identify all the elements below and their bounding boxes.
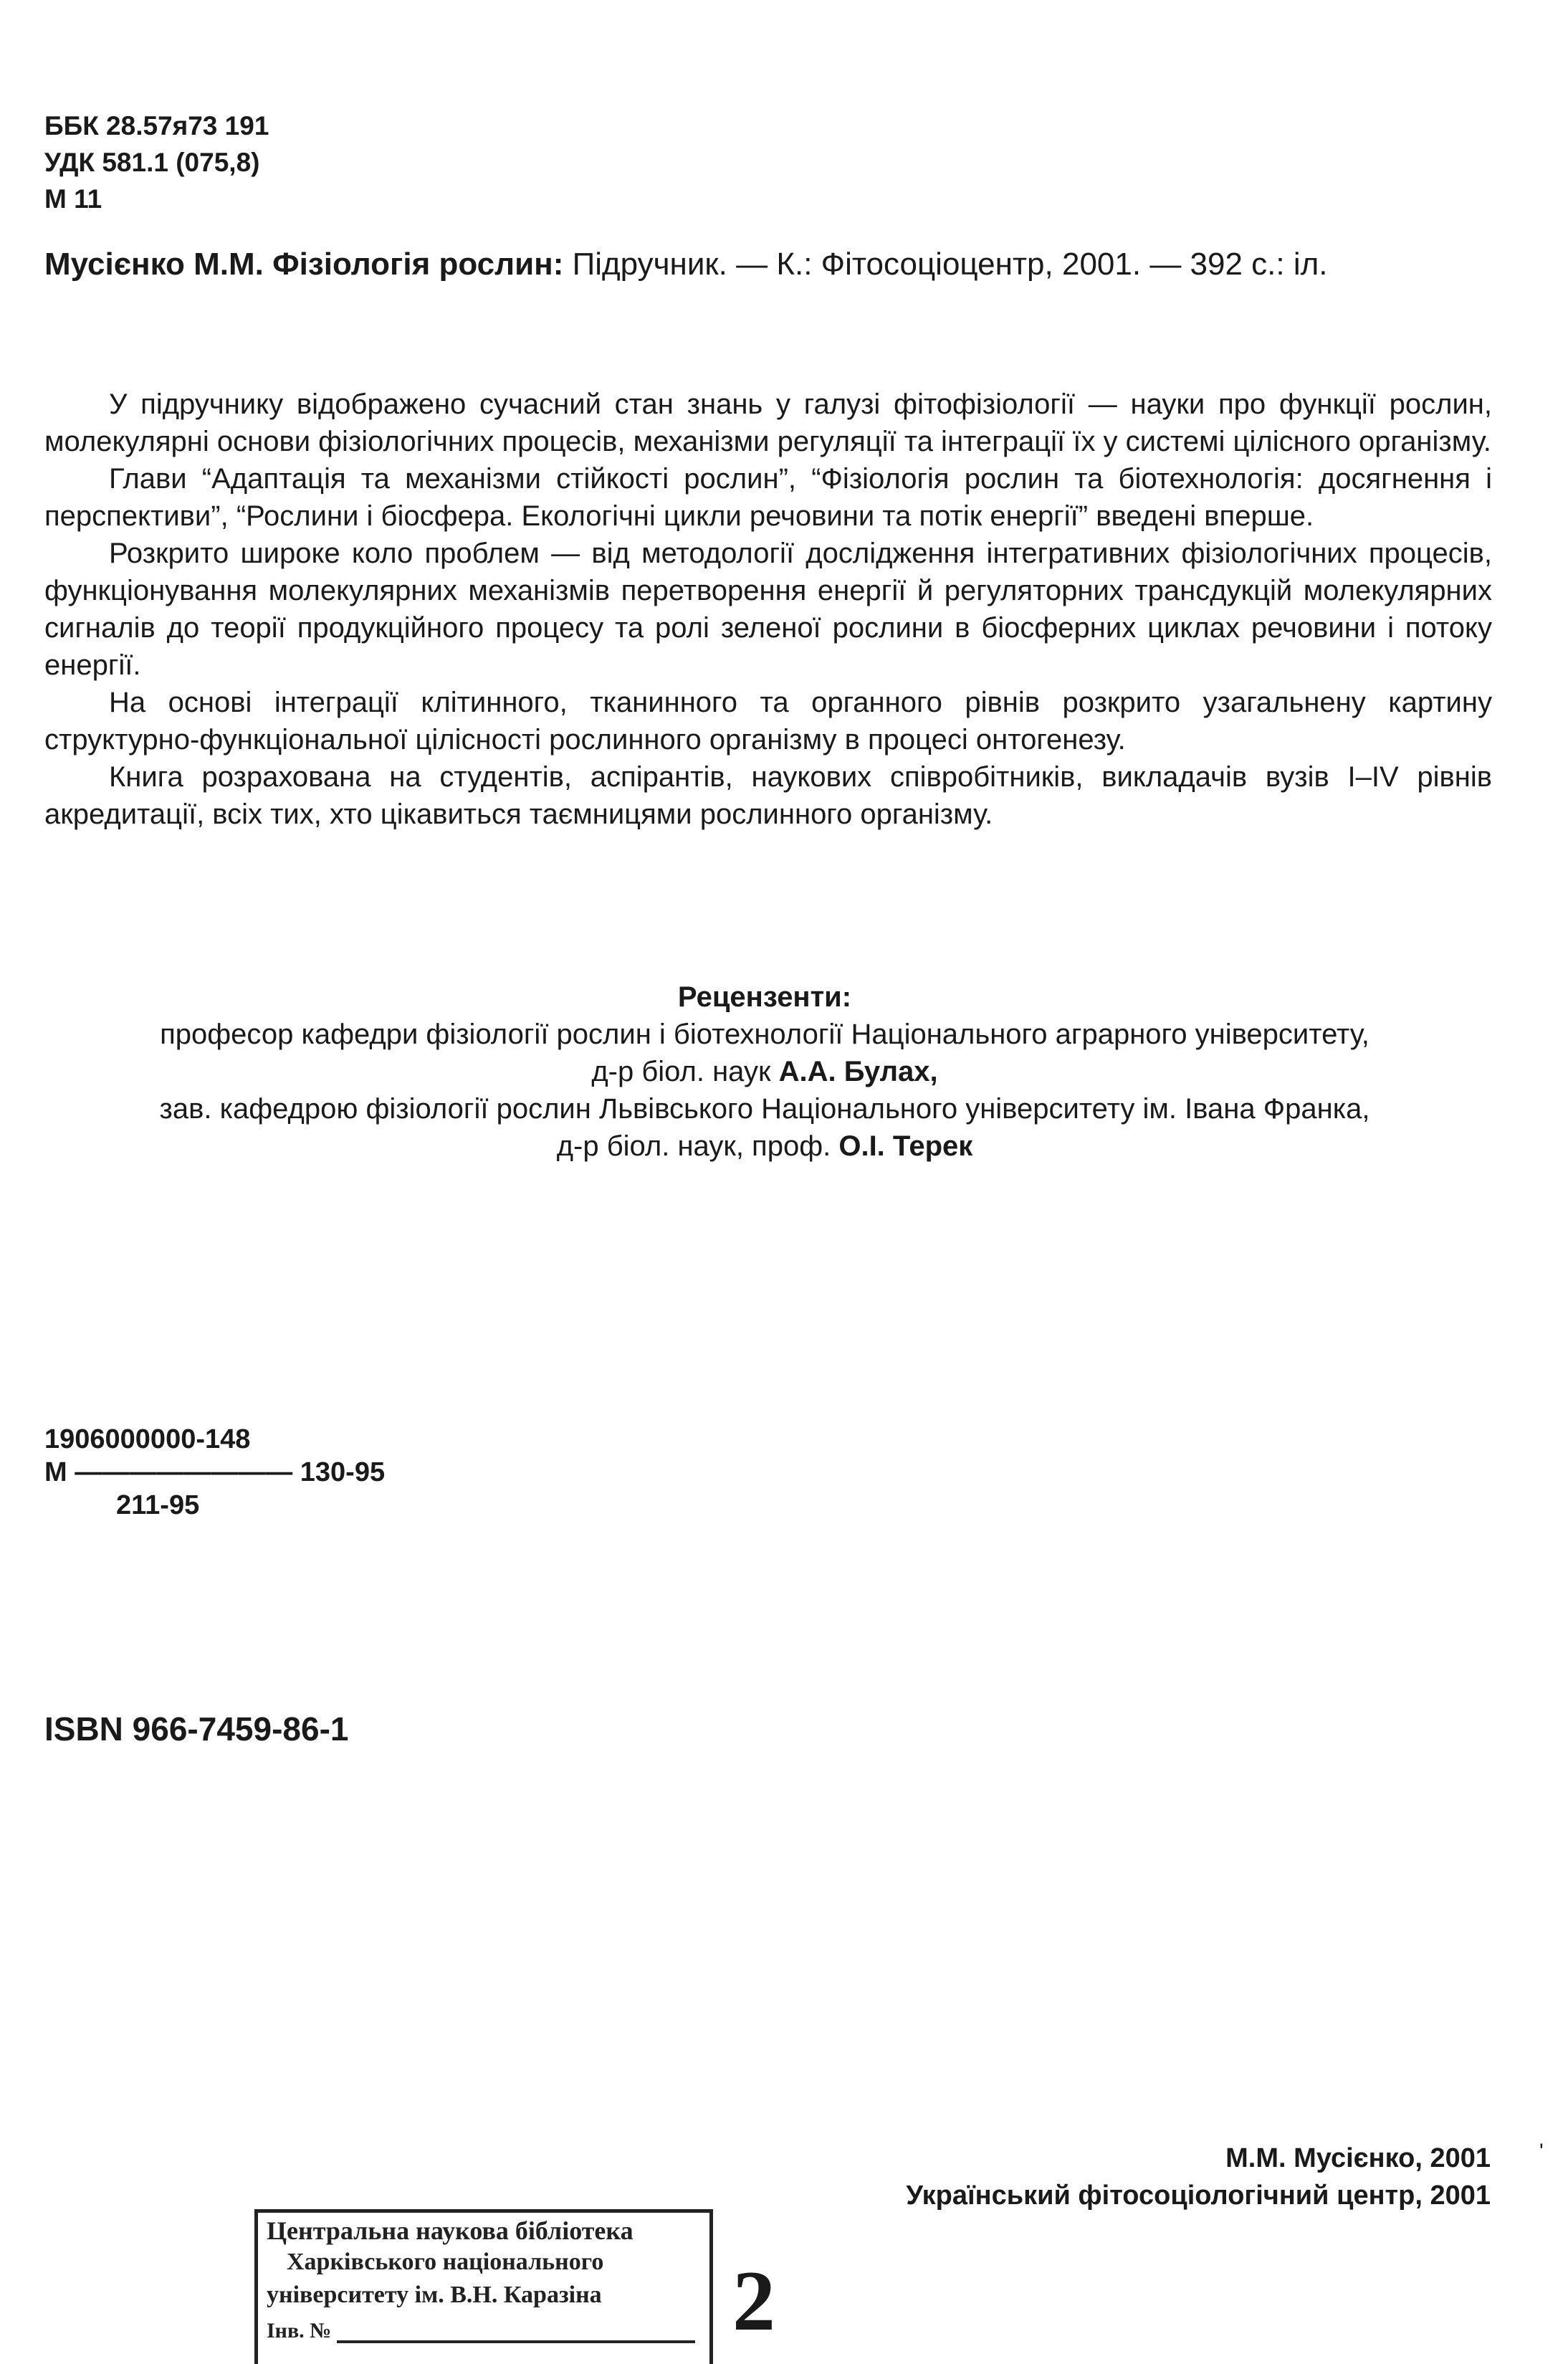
copyright-block: [906, 2140, 1491, 2214]
code-line-2: М ———————— 130-95: [44, 1457, 386, 1487]
abstract-paragraph: Глави “Адаптація та механізми стійкості рослин”, “Фізіологія рослин та біотехнологія: досягнення і перспективи”, “Рослини і біосфера. Екологічні цикли речовини та потік енергії” введені вперше.: [44, 463, 1492, 532]
stamp-line-2: Харківського національного: [287, 2249, 604, 2275]
reviewer2-degree: д-р біол. наук, проф.: [556, 1130, 839, 1162]
udk-code: УДК 581.1 (075,8): [44, 148, 260, 177]
reviewer1-degree: д-р біол. наук: [591, 1056, 779, 1087]
code-line-3: 211-95: [116, 1490, 200, 1520]
stamp-line-1: Центральна наукова бібліотека: [267, 2216, 634, 2245]
copyright-publisher: Український фітосоціологічний центр, 2001: [906, 2180, 1491, 2211]
reviewers-block: [44, 978, 1485, 1165]
abstract-paragraph: Книга розрахована на студентів, аспірантів, наукових співробітників, викладачів вузів І–IV рівнів акредитації, всіх тих, хто цікавиться таємницями рослинного організму.: [44, 761, 1492, 830]
code-line-1: 1906000000-148: [44, 1424, 251, 1454]
reviewer1-name: А.А. Булах,: [778, 1056, 938, 1087]
publication-details: Підручник. — К.: Фітосоціоцентр, 2001. — 392 с.: іл.: [563, 247, 1328, 282]
reviewer1-line: [44, 1053, 1485, 1090]
abstract: [44, 386, 1492, 833]
abstract-paragraph: У підручнику відображено сучасний стан знань у галузі фітофізіології — науки про функції рослин, молекулярні основи фізіологічних процесів, механізми регуляції та інтеграції їх у системі цілісного організму.: [44, 389, 1492, 457]
abstract-paragraph: Розкрито широке коло проблем — від методології дослідження інтегративних фізіологічних процесів, функціонування молекулярних механізмів перетворення енергії й регуляторних трансдукцій молекулярних сигналів до теорії продукційного процесу та ролі зеленої рослини в біосферних циклах речовини і потоку енергії.: [44, 538, 1492, 681]
scan-speck: ': [1539, 2140, 1544, 2163]
library-stamp: [254, 2209, 713, 2364]
copyright-author: М.М. Мусієнко, 2001: [1225, 2143, 1491, 2173]
reviewer1-position: професор кафедри фізіології рослин і біотехнології Національного аграрного університету,: [160, 1019, 1369, 1050]
author-title: Мусієнко М.М. Фізіологія рослин:: [44, 247, 564, 282]
isbn: ISBN 966-7459-86-1: [44, 1710, 349, 1748]
stamp-inventory-label: Інв. №: [267, 2319, 332, 2342]
stamp-inventory-underline: [337, 2340, 695, 2343]
reviewer2-line: [44, 1128, 1485, 1165]
reviewer2-name: О.І. Терек: [838, 1130, 973, 1162]
abstract-paragraph: На основі інтеграції клітинного, тканинного та органного рівнів розкрито узагальнену картину структурно-функціональної цілісності рослинного організму в процесі онтогенезу.: [44, 687, 1492, 756]
publication-code: [44, 1423, 385, 1522]
bbk-code: ББК 28.57я73 191: [44, 111, 269, 140]
stamp-line-3: університету ім. В.Н. Каразіна: [267, 2282, 602, 2308]
classification-block: [44, 108, 269, 217]
author-mark: М 11: [44, 184, 102, 214]
reviewer2-position: зав. кафедрою фізіології рослин Львівського Національного університету ім. Івана Франка,: [159, 1093, 1370, 1125]
bibliographic-description: [44, 242, 1478, 287]
handwritten-page-number: 2: [732, 2253, 775, 2348]
reviewers-heading: Рецензенти:: [677, 981, 852, 1013]
